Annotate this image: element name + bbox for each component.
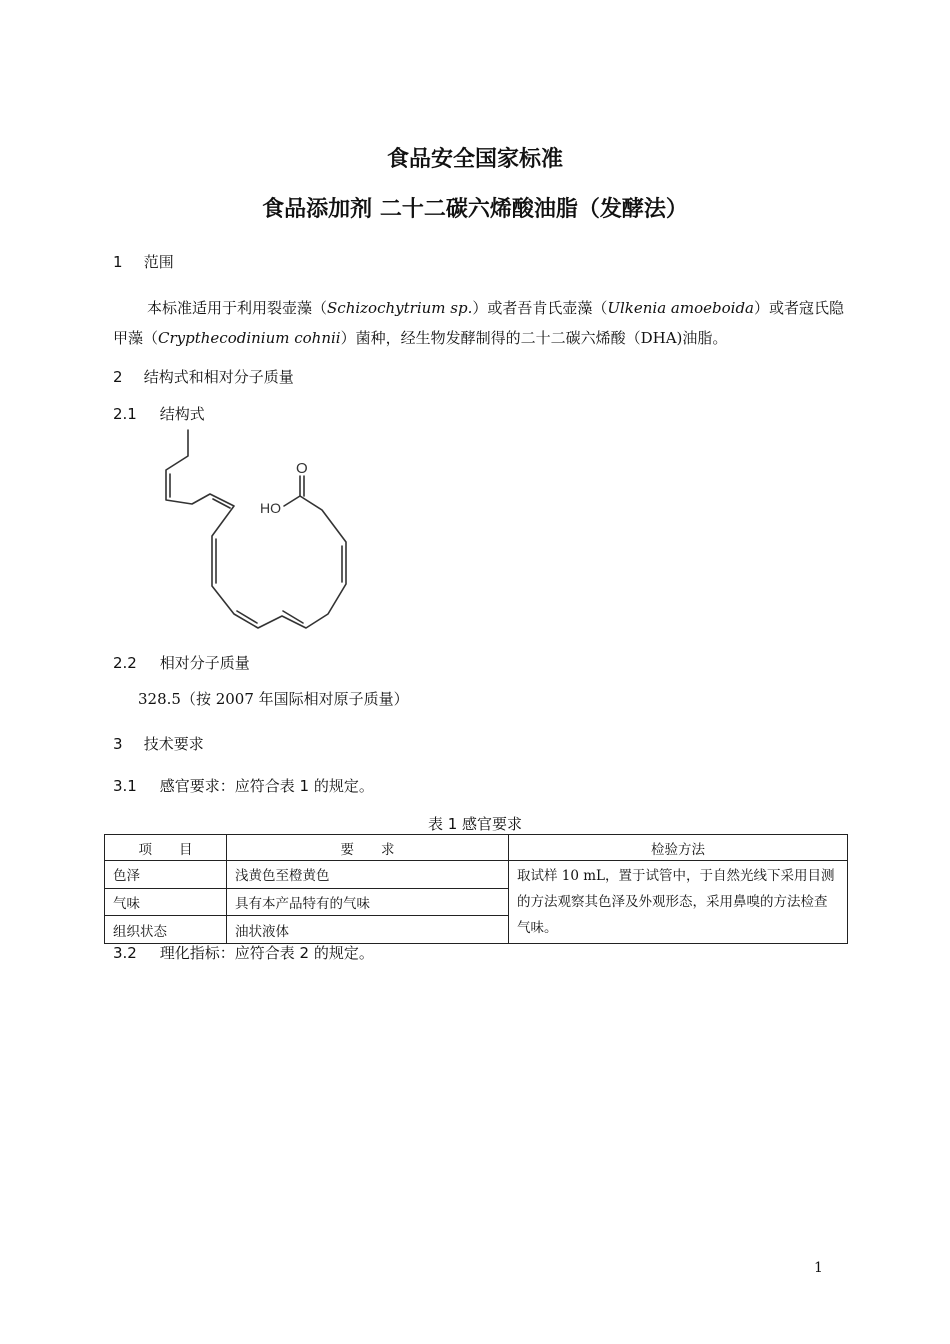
section-title: 结构式 bbox=[159, 405, 205, 423]
scope-text: 本标准适用于利用裂壶藻（ bbox=[147, 299, 328, 317]
section-number: 2.1 bbox=[113, 405, 137, 423]
section-3-1-heading bbox=[113, 775, 374, 796]
section-number: 3.2 bbox=[113, 944, 137, 962]
section-2-heading bbox=[113, 366, 294, 387]
scope-text: ）菌种，经生物发酵制得的二十二碳六烯酸（DHA)油脂。 bbox=[340, 329, 728, 347]
species-name: Ulkenia amoeboida bbox=[607, 299, 754, 317]
section-title: 理化指标：应符合表 2 的规定。 bbox=[159, 944, 374, 962]
section-number: 3 bbox=[113, 735, 123, 753]
scope-paragraph bbox=[113, 293, 848, 353]
dha-structure-diagram bbox=[150, 426, 360, 638]
species-name: Crypthecodinium cohnii bbox=[158, 329, 341, 347]
page-number: 1 bbox=[814, 1260, 823, 1276]
table-cell-item: 气味 bbox=[105, 888, 227, 916]
table-cell-requirement: 油状液体 bbox=[227, 916, 509, 944]
section-2-2-heading bbox=[113, 652, 250, 673]
section-number: 2 bbox=[113, 368, 123, 386]
molar-mass-value: 328.5（按 2007 年国际相对原子质量） bbox=[138, 690, 409, 708]
oxygen-label: O bbox=[296, 460, 308, 477]
section-number: 3.1 bbox=[113, 777, 137, 795]
scope-text: ）或者寇氏隐甲藻（ bbox=[113, 299, 844, 347]
table-cell-requirement: 具有本产品特有的气味 bbox=[227, 888, 509, 916]
sensory-requirements-table bbox=[104, 834, 848, 944]
section-number: 1 bbox=[113, 253, 123, 271]
section-3-2-heading bbox=[113, 942, 374, 963]
section-title: 范围 bbox=[143, 253, 174, 271]
section-title: 相对分子质量 bbox=[159, 654, 250, 672]
section-title: 感官要求：应符合表 1 的规定。 bbox=[159, 777, 374, 795]
section-number: 2.2 bbox=[113, 654, 137, 672]
table-header: 项 目 bbox=[105, 835, 227, 861]
document-title: 食品添加剂 二十二碳六烯酸油脂（发酵法） bbox=[262, 197, 688, 222]
standard-title: 食品安全国家标准 bbox=[386, 147, 563, 172]
section-2-1-heading bbox=[113, 403, 205, 424]
table-caption: 表 1 感官要求 bbox=[427, 815, 523, 833]
table-cell-item: 组织状态 bbox=[105, 916, 227, 944]
section-3-heading bbox=[113, 733, 204, 754]
section-title: 技术要求 bbox=[143, 735, 204, 753]
table-header: 要 求 bbox=[227, 835, 509, 861]
species-name: Schizochytrium sp. bbox=[327, 299, 473, 317]
table-header-row bbox=[105, 835, 848, 861]
section-title: 结构式和相对分子质量 bbox=[143, 368, 294, 386]
scope-text: ）或者吾肯氏壶藻（ bbox=[472, 299, 608, 317]
table-cell-method: 取试样 10 mL，置于试管中，于自然光线下采用目测的方法观察其色泽及外观形态，采用鼻嗅的方法检查气味。 bbox=[509, 861, 848, 944]
table-row bbox=[105, 861, 848, 889]
hydroxyl-label: HO bbox=[260, 500, 281, 516]
table-cell-item: 色泽 bbox=[105, 861, 227, 889]
section-1-heading bbox=[113, 251, 174, 272]
table-cell-requirement: 浅黄色至橙黄色 bbox=[227, 861, 509, 889]
table-header: 检验方法 bbox=[509, 835, 848, 861]
